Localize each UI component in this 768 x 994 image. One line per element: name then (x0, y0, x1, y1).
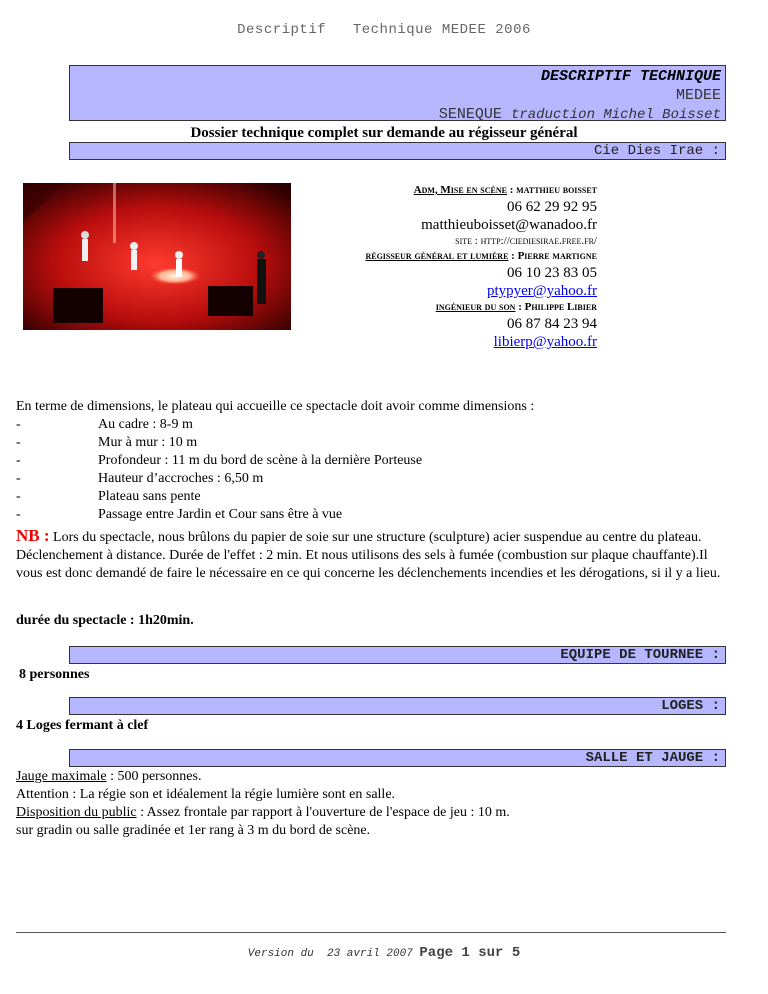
author-line (70, 105, 721, 125)
gradin-line: sur gradin ou salle gradinée et 1er rang à 3 m du bord de scène. (16, 823, 371, 838)
footer-divider (16, 932, 726, 933)
play-title: MEDEE (675, 87, 721, 104)
dimensions-section (16, 398, 736, 524)
company-bar: Cie Dies Irae : (69, 142, 726, 160)
loges-text: 4 Loges fermant à clef (16, 718, 149, 733)
salle-bar: SALLE ET JAUGE : (69, 749, 726, 767)
list-item: - Hauteur d’accroches : 6,50 m (16, 471, 264, 486)
duration: durée du spectacle : 1h20min. (16, 613, 194, 628)
running-header: Descriptif Technique MEDEE 2006 (237, 22, 531, 38)
nb-text: Lors du spectacle, nous brûlons du papier de soie sur une structure (sculpture) acier suspendue au centre du plateau. Déclenchement à distance. Durée de l'effet : 2 min. Et nous utilisons des sels à fumée (combustion sur plaque chauffante).Il vous est donc demandé de faire le nécessaire en ce qui concerne les déclenchements incendies et les dérogations, si il y a lieu. (16, 530, 721, 581)
regie-line: régisseur général et lumière : Pierre martigne (365, 250, 597, 262)
list-item: - Mur à mur : 10 m (16, 435, 198, 450)
site-url[interactable]: http://ciediesirae.free.fr/ (480, 235, 597, 247)
son-phone: 06 87 84 23 94 (507, 316, 597, 332)
nb-label: NB : (16, 526, 50, 545)
list-item: - Profondeur : 11 m du bord de scène à la dernière Porteuse (16, 453, 423, 468)
contacts-block (177, 183, 597, 351)
attention-line: Attention : La régie son et idéalement la régie lumière sont en salle. (16, 787, 396, 802)
adm-label: Adm, Mise en scène (413, 184, 507, 196)
adm-name: matthieu boisset (516, 184, 597, 196)
adm-email: matthieuboisset@wanadoo.fr (421, 217, 597, 233)
dimensions-intro: En terme de dimensions, le plateau qui accueille ce spectacle doit avoir comme dimensions : (16, 399, 535, 414)
site-label: site (455, 235, 473, 247)
title-box (69, 65, 726, 121)
page-number: Page 1 sur 5 (419, 945, 521, 961)
equipe-text: 8 personnes (19, 667, 90, 682)
site-line: site : http://ciediesirae.free.fr/ (455, 235, 597, 247)
regie-email-link[interactable]: ptypyer@yahoo.fr (486, 283, 597, 299)
translation: traduction Michel Boisset (510, 107, 721, 123)
regie-name: Pierre martigne (517, 250, 597, 262)
document-title: DESCRIPTIF TECHNIQUE (540, 68, 721, 85)
jauge-label: Jauge maximale (16, 769, 107, 784)
son-name: Philippe Libier (524, 301, 597, 313)
author: SENEQUE (438, 106, 502, 123)
jauge-line: Jauge maximale : 500 personnes. (16, 769, 202, 784)
regie-phone: 06 10 23 83 05 (507, 265, 597, 281)
equipe-bar: EQUIPE DE TOURNEE : (69, 646, 726, 664)
footer-version: Version du 23 avril 2007 (247, 948, 413, 960)
nb-paragraph (16, 527, 736, 583)
regie-label: régisseur général et lumière (365, 250, 509, 262)
adm-line: Adm, Mise en scène : matthieu boisset (413, 184, 597, 196)
list-item: - Au cadre : 8-9 m (16, 417, 193, 432)
list-item: - Plateau sans pente (16, 489, 201, 504)
son-email-link[interactable]: libierp@yahoo.fr (493, 334, 597, 350)
adm-phone: 06 62 29 92 95 (507, 199, 597, 215)
son-line: ingénieur du son : Philippe Libier (435, 301, 597, 313)
salle-section (16, 768, 736, 840)
dispo-label: Disposition du public (16, 805, 137, 820)
footer (0, 945, 768, 961)
list-item: - Passage entre Jardin et Cour sans être à vue (16, 507, 343, 522)
son-label: ingénieur du son (435, 301, 516, 313)
loges-bar: LOGES : (69, 697, 726, 715)
dispo-line: Disposition du public : Assez frontale par rapport à l'ouverture de l'espace de jeu : 10 m. (16, 805, 510, 820)
subtitle: Dossier technique complet sur demande au régisseur général (190, 125, 578, 141)
